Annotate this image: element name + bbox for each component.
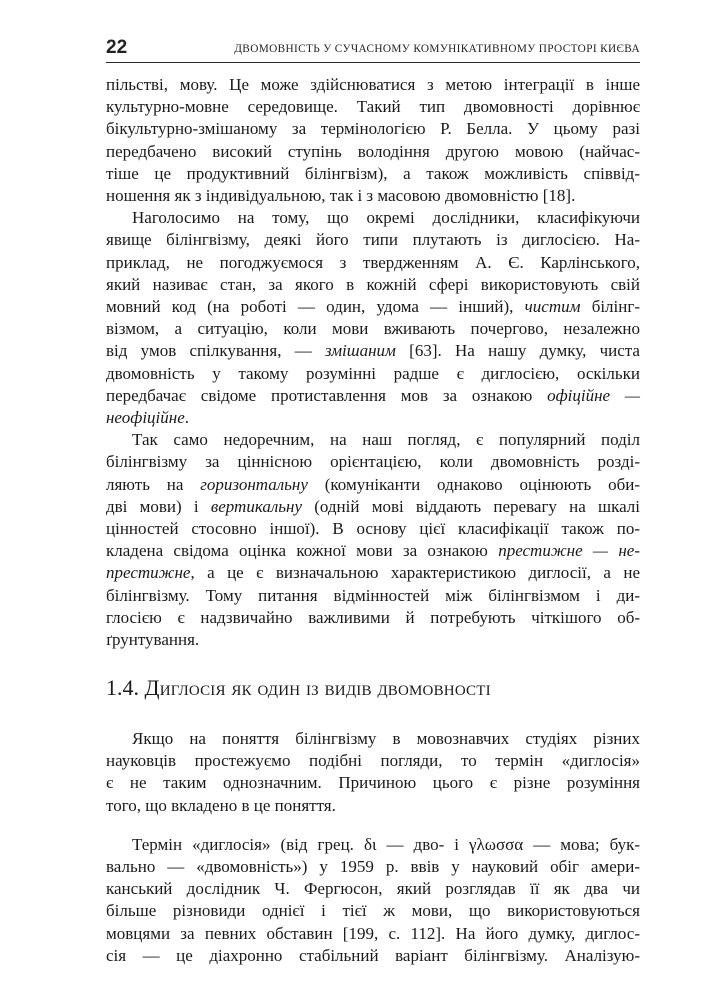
text-line: сія — це діахронно стабільний варіант білінгвізму. Аналізую- bbox=[106, 945, 640, 965]
text-line bbox=[106, 407, 640, 429]
text-line bbox=[106, 385, 640, 407]
paragraph bbox=[106, 207, 640, 429]
section-title: Диглосія як один із видів двомовності bbox=[144, 675, 491, 700]
text-line bbox=[106, 540, 640, 562]
italic-term: вертикальну bbox=[210, 496, 302, 516]
text-line: того, що вкладено в це поняття. bbox=[106, 795, 336, 815]
paragraph bbox=[106, 74, 640, 207]
section-1-4-body bbox=[106, 711, 640, 984]
text-line: білінгвізму за ціннісною орієнтацією, коли двомовність розді- bbox=[106, 452, 640, 472]
text-line: Термін «диглосія» (від грец. δι — дво- і γλωσσα — мова; бук- bbox=[132, 834, 640, 854]
text-line: ношення як з індивідуальною, так і з масовою двомовністю [18]. bbox=[106, 186, 576, 206]
text-line bbox=[106, 562, 640, 584]
text-line: тіше це продуктивний білінгвізм), а також можливість співвід- bbox=[106, 163, 640, 183]
text-run: (комуніканти однаково оцінюють оби- bbox=[324, 474, 641, 494]
section-number: 1.4. bbox=[106, 675, 139, 700]
running-title: ДВОМОВНІСТЬ У СУЧАСНОМУ КОМУНІКАТИВНОМУ ПРОСТОРІ КИЄВА bbox=[234, 43, 640, 55]
text-line: пільстві, мову. Це може здійснюватися з метою інтеграції в інше bbox=[106, 75, 640, 94]
italic-term: змішаним bbox=[325, 341, 396, 361]
italic-term: горизонтальну bbox=[200, 474, 308, 494]
text-line bbox=[106, 496, 640, 518]
text-line: який називає стан, за якого в кожній сфері використовують свій bbox=[106, 274, 640, 294]
text-run: від умов спілкування, — bbox=[106, 341, 312, 361]
text-line: Якщо на поняття білінгвізму в мовознавчих студіях різних bbox=[132, 729, 640, 748]
text-run: мовний код (на роботі — один, удома — інший), bbox=[106, 297, 514, 317]
text-run: кладена свідома оцінка кожної мови за ознакою bbox=[106, 541, 488, 561]
text-run: передбачає свідоме протиставлення мов за ознакою bbox=[106, 385, 533, 405]
text-line: канський дослідник Ч. Фергюсон, який розглядав її як два чи bbox=[106, 879, 640, 899]
text-line bbox=[106, 296, 640, 318]
text-run: [63]. На нашу думку, чиста bbox=[409, 341, 640, 361]
text-line: приклад, не погоджуємося з твердженням А. Є. Карлінського, bbox=[106, 252, 640, 272]
running-header bbox=[106, 38, 640, 63]
text-line: явище білінгвізму, деякі його типи плутають із диглосією. На- bbox=[106, 230, 640, 250]
text-line: Наголосимо на тому, що окремі дослідники, класифікуючи bbox=[132, 208, 640, 228]
text-run: білінг- bbox=[591, 297, 640, 317]
text-line: бікультурно-змішаному за термінологією Р. Белла. У цьому разі bbox=[106, 119, 640, 139]
page-number: 22 bbox=[106, 37, 128, 58]
text-run: дві мови) і bbox=[106, 496, 199, 516]
italic-term: неофіційне bbox=[106, 408, 185, 428]
paragraph bbox=[106, 429, 640, 651]
italic-term: чистим bbox=[524, 297, 581, 317]
text-line: двомовність у такому розумінні радше є диглосією, оскільки bbox=[106, 363, 640, 383]
text-line: Так само недоречним, на наш погляд, є популярний поділ bbox=[132, 430, 640, 450]
text-line bbox=[106, 340, 640, 362]
text-run: ляють на bbox=[106, 474, 184, 494]
text-line: вально — «двомовність») у 1959 р. ввів у науковий обіг амери- bbox=[106, 857, 640, 877]
text-line: глосією є надзвичайно важливими й потребують чіткішого об- bbox=[106, 607, 640, 627]
text-line: культурно-мовне середовище. Такий тип двомовності дорівнює bbox=[106, 97, 640, 117]
text-line: науковців простежуємо подібні погляди, то термін «диглосія» bbox=[106, 751, 640, 771]
text-run: (одній мові віддають перевагу на шкалі bbox=[314, 496, 641, 516]
italic-term: престижне — не- bbox=[498, 541, 640, 561]
section-1-3-continuation bbox=[106, 74, 640, 651]
text-line: передбачено високий ступінь володіння другою мовою (найчас- bbox=[106, 141, 640, 161]
text-line: візмом, а ситуацію, коли мови вживають почергово, незалежно bbox=[106, 319, 640, 339]
paragraph bbox=[106, 728, 640, 817]
text-line bbox=[106, 474, 640, 496]
italic-term: престижне bbox=[106, 563, 191, 583]
text-line: мовцями за певних обставин [199, с. 112]. На його думку, диглос- bbox=[106, 923, 640, 943]
text-line: білінгвізму. Тому питання відмінностей між білінгвізмом і ди- bbox=[106, 585, 640, 605]
text-line: цінностей стосовно іншої). В основу цієї класифікації також по- bbox=[106, 519, 640, 539]
text-line: є не таким однозначним. Причиною цього є різне розуміння bbox=[106, 773, 640, 793]
text-run: . bbox=[184, 408, 189, 428]
paragraph bbox=[106, 834, 640, 967]
text-run: , а це є визначальною характеристикою диглосії, а не bbox=[190, 563, 640, 583]
text-line: ґрунтування. bbox=[106, 630, 200, 650]
section-heading bbox=[106, 674, 640, 702]
text-line: більше різновиди однієї і тієї ж мови, що використовуються bbox=[106, 901, 640, 921]
italic-term: офіційне — bbox=[547, 385, 640, 405]
